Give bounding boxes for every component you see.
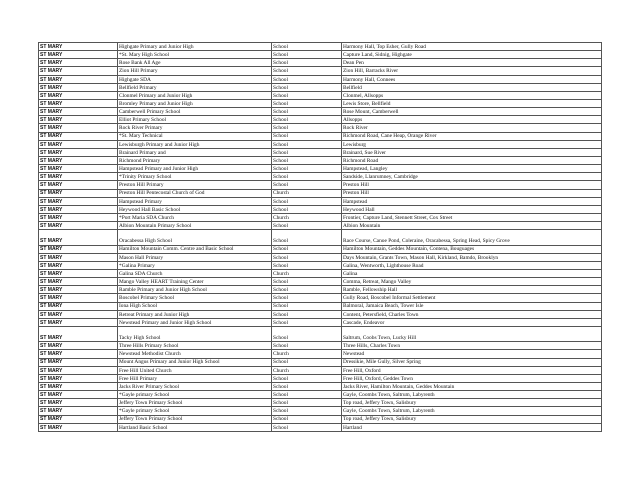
name-cell: Oracabessa High School (118, 230, 272, 245)
parish-cell: ST MARY (39, 124, 118, 132)
type-cell: School (272, 358, 342, 366)
type-cell: School (272, 278, 342, 286)
location-cell: Gayle, Coombs Town, Saltrum, Labyrenth (342, 391, 602, 399)
type-cell: School (272, 342, 342, 350)
table-row (39, 173, 602, 181)
table-row (39, 415, 602, 423)
name-cell: Hampstead Primary (118, 197, 272, 205)
location-cell: Hampstead, Langley (342, 165, 602, 173)
location-cell: Jacks River, Hamilton Mountain, Geddes Mountain (342, 382, 602, 390)
type-cell: School (272, 294, 342, 302)
parish-cell: ST MARY (39, 222, 118, 230)
parish-cell: ST MARY (39, 132, 118, 140)
table-row (39, 366, 602, 374)
table-row (39, 108, 602, 116)
name-cell: Mount Angus Primary and Junior High School (118, 358, 272, 366)
location-cell: Rose Mount, Camberwell (342, 108, 602, 116)
table-row (39, 116, 602, 124)
table-row (39, 350, 602, 358)
parish-cell: ST MARY (39, 423, 118, 431)
name-cell: Highgate Primary and Junior High (118, 43, 272, 51)
location-cell: Saltrum, Coobs Town, Lucky Hill (342, 326, 602, 341)
type-cell: School (272, 67, 342, 75)
location-cell: Harmony Hall, Connees (342, 75, 602, 83)
name-cell: Highgate SDA (118, 75, 272, 83)
table-row (39, 326, 602, 341)
parish-cell: ST MARY (39, 165, 118, 173)
table-row (39, 124, 602, 132)
table-row (39, 245, 602, 253)
parish-cell: ST MARY (39, 213, 118, 221)
location-cell: Top road, Jeffery Town, Salisbury (342, 415, 602, 423)
location-cell: Sandside, Llanrumney, Cambridge (342, 173, 602, 181)
name-cell: Rock River Primary (118, 124, 272, 132)
parish-cell: ST MARY (39, 189, 118, 197)
parish-cell: ST MARY (39, 67, 118, 75)
parish-cell: ST MARY (39, 83, 118, 91)
type-cell: School (272, 124, 342, 132)
location-cell: Galina, Wentworth, Lighthouse Road (342, 261, 602, 269)
name-cell: Camberwell Primary School (118, 108, 272, 116)
location-cell: Harmony Hall, Top Esher, Gully Road (342, 43, 602, 51)
data-table (38, 42, 602, 432)
type-cell: Church (272, 269, 342, 277)
parish-cell: ST MARY (39, 75, 118, 83)
name-cell: Preston Hill Primary (118, 181, 272, 189)
table-row (39, 294, 602, 302)
location-cell: Newstead (342, 350, 602, 358)
location-cell: Dean Pen (342, 59, 602, 67)
location-cell: Gully Road, Boscobel Informal Settlement (342, 294, 602, 302)
location-cell: Allsopps (342, 116, 602, 124)
table-row (39, 156, 602, 164)
type-cell: Church (272, 350, 342, 358)
parish-cell: ST MARY (39, 302, 118, 310)
name-cell: Clonmel Primary and Junior High (118, 91, 272, 99)
parish-cell: ST MARY (39, 286, 118, 294)
name-cell: Mason Hall Primary (118, 253, 272, 261)
name-cell: Zion Hill Primary (118, 67, 272, 75)
type-cell: School (272, 108, 342, 116)
location-cell: Richmond Road, Cane Heap, Orange River (342, 132, 602, 140)
name-cell: Hartland Basic School (118, 423, 272, 431)
type-cell: School (272, 326, 342, 341)
table-row (39, 132, 602, 140)
type-cell: School (272, 197, 342, 205)
name-cell: Jeffery Town Primary School (118, 415, 272, 423)
name-cell: *Gayle primary School (118, 407, 272, 415)
type-cell: School (272, 286, 342, 294)
type-cell: School (272, 91, 342, 99)
name-cell: Newstead Methodist Church (118, 350, 272, 358)
location-cell: Three Hills, Charles Town (342, 342, 602, 350)
table-row (39, 205, 602, 213)
parish-cell: ST MARY (39, 310, 118, 318)
table-row (39, 310, 602, 318)
type-cell: School (272, 116, 342, 124)
type-cell: School (272, 181, 342, 189)
type-cell: School (272, 156, 342, 164)
table-row (39, 374, 602, 382)
location-cell: Comma, Retreat, Mango Valley (342, 278, 602, 286)
name-cell: Albion Mountain Primary School (118, 222, 272, 230)
location-cell: Content, Petersfield, Charles Town (342, 310, 602, 318)
location-cell: Rock River (342, 124, 602, 132)
parish-cell: ST MARY (39, 91, 118, 99)
parish-cell: ST MARY (39, 253, 118, 261)
type-cell: Church (272, 366, 342, 374)
table-row (39, 222, 602, 230)
type-cell: School (272, 222, 342, 230)
location-cell: Hamilton Mountain, Geddes Mountain, Contena, Bouguages (342, 245, 602, 253)
name-cell: Hamilton Mountain Comm. Centre and Basic School (118, 245, 272, 253)
table-row (39, 278, 602, 286)
table-row (39, 286, 602, 294)
parish-cell: ST MARY (39, 51, 118, 59)
type-cell: School (272, 423, 342, 431)
table-row (39, 75, 602, 83)
location-cell: Ramble, Fellowship Hall (342, 286, 602, 294)
location-cell: Preston Hill (342, 189, 602, 197)
parish-cell: ST MARY (39, 116, 118, 124)
type-cell: School (272, 407, 342, 415)
name-cell: Bellfield Primary (118, 83, 272, 91)
parish-cell: ST MARY (39, 358, 118, 366)
table-row (39, 91, 602, 99)
name-cell: Free Hill Primary (118, 374, 272, 382)
parish-cell: ST MARY (39, 318, 118, 326)
table-row (39, 165, 602, 173)
parish-cell: ST MARY (39, 391, 118, 399)
table-row (39, 230, 602, 245)
type-cell: School (272, 391, 342, 399)
name-cell: Mango Valley HEART Training Center (118, 278, 272, 286)
type-cell: School (272, 99, 342, 107)
table-row (39, 399, 602, 407)
name-cell: Boscobel Primary School (118, 294, 272, 302)
table-row (39, 59, 602, 67)
type-cell: School (272, 140, 342, 148)
table-row (39, 99, 602, 107)
parish-cell: ST MARY (39, 197, 118, 205)
table-row (39, 148, 602, 156)
table-row (39, 253, 602, 261)
name-cell: Ramble Primary and Junior High School (118, 286, 272, 294)
name-cell: Retreat Primary and Junior High (118, 310, 272, 318)
table-row (39, 189, 602, 197)
name-cell: Richmond Primary (118, 156, 272, 164)
type-cell: School (272, 75, 342, 83)
table-body (39, 43, 602, 432)
table-row (39, 269, 602, 277)
name-cell: Tacky High School (118, 326, 272, 341)
table-row (39, 391, 602, 399)
table-row (39, 181, 602, 189)
location-cell: Clonmel, Allsopps (342, 91, 602, 99)
parish-cell: ST MARY (39, 350, 118, 358)
type-cell: School (272, 230, 342, 245)
location-cell: Galina (342, 269, 602, 277)
type-cell: School (272, 173, 342, 181)
name-cell: *Gayle primary School (118, 391, 272, 399)
location-cell: Hartland (342, 423, 602, 431)
name-cell: Free Hill United Church (118, 366, 272, 374)
table-row (39, 302, 602, 310)
parish-cell: ST MARY (39, 261, 118, 269)
parish-cell: ST MARY (39, 205, 118, 213)
table-row (39, 67, 602, 75)
name-cell: Newstead Primary and Junior High School (118, 318, 272, 326)
name-cell: Bromley Primary and Junior High (118, 99, 272, 107)
type-cell: School (272, 253, 342, 261)
type-cell: School (272, 83, 342, 91)
location-cell: Bellfield (342, 83, 602, 91)
table-row (39, 213, 602, 221)
type-cell: Church (272, 213, 342, 221)
location-cell: Race Course, Canoe Pond, Coleraine, Oracabessa, Spring Head, Spicy Grove (342, 230, 602, 245)
parish-cell: ST MARY (39, 415, 118, 423)
type-cell: School (272, 245, 342, 253)
table-row (39, 423, 602, 431)
parish-cell: ST MARY (39, 108, 118, 116)
parish-cell: ST MARY (39, 99, 118, 107)
table-row (39, 83, 602, 91)
location-cell: Cascade, Endeavor (342, 318, 602, 326)
name-cell: Jacks River Primary School (118, 382, 272, 390)
parish-cell: ST MARY (39, 181, 118, 189)
table-row (39, 358, 602, 366)
table-row (39, 407, 602, 415)
location-cell: Top road, Jeffery Town, Salisbury (342, 399, 602, 407)
type-cell: School (272, 374, 342, 382)
table-row (39, 382, 602, 390)
location-cell: Richmond Road (342, 156, 602, 164)
name-cell: *Trinity Primary School (118, 173, 272, 181)
name-cell: Three Hills Primary School (118, 342, 272, 350)
name-cell: *Port Maria SDA Church (118, 213, 272, 221)
parish-cell: ST MARY (39, 382, 118, 390)
parish-cell: ST MARY (39, 245, 118, 253)
location-cell: Heywood Hall (342, 205, 602, 213)
parish-cell: ST MARY (39, 374, 118, 382)
location-cell: Preston Hill (342, 181, 602, 189)
parish-cell: ST MARY (39, 342, 118, 350)
location-cell: Balmoral, Jamaica Beach, Tower Isle (342, 302, 602, 310)
name-cell: Hampstead Primary and Junior High (118, 165, 272, 173)
parish-cell: ST MARY (39, 140, 118, 148)
name-cell: *St. Mary Technical (118, 132, 272, 140)
name-cell: Iona High School (118, 302, 272, 310)
parish-cell: ST MARY (39, 366, 118, 374)
type-cell: School (272, 302, 342, 310)
parish-cell: ST MARY (39, 59, 118, 67)
type-cell: School (272, 399, 342, 407)
name-cell: Elliot Primary School (118, 116, 272, 124)
parish-cell: ST MARY (39, 399, 118, 407)
location-cell: Free Hill, Oxford, Geddes Town (342, 374, 602, 382)
location-cell: Days Mountain, Grants Town, Mason Hall, Kirkland, Bamdo, Brooklyn (342, 253, 602, 261)
table-row (39, 318, 602, 326)
name-cell: *St. Mary High School (118, 51, 272, 59)
location-cell: Lewis Store, Bellfield (342, 99, 602, 107)
name-cell: *Galina Primary (118, 261, 272, 269)
parish-cell: ST MARY (39, 148, 118, 156)
location-cell: Brainard, Sue River (342, 148, 602, 156)
type-cell: School (272, 43, 342, 51)
type-cell: School (272, 310, 342, 318)
location-cell: Dressikie, Mile Gully, Silver Spring (342, 358, 602, 366)
parish-cell: ST MARY (39, 278, 118, 286)
name-cell: Heywood Hall Basic School (118, 205, 272, 213)
location-cell: Capture Land, Sidnig, Highgate (342, 51, 602, 59)
parish-cell: ST MARY (39, 326, 118, 341)
type-cell: School (272, 51, 342, 59)
table-row (39, 140, 602, 148)
parish-cell: ST MARY (39, 43, 118, 51)
parish-cell: ST MARY (39, 269, 118, 277)
type-cell: School (272, 148, 342, 156)
name-cell: Lewisburgh Primary and Junior High (118, 140, 272, 148)
location-cell: Zion Hill, Barracks River (342, 67, 602, 75)
parish-cell: ST MARY (39, 230, 118, 245)
type-cell: School (272, 415, 342, 423)
table-row (39, 51, 602, 59)
parish-cell: ST MARY (39, 294, 118, 302)
type-cell: School (272, 132, 342, 140)
table-row (39, 197, 602, 205)
name-cell: Jeffery Town Primary School (118, 399, 272, 407)
location-cell: Albion Mountain (342, 222, 602, 230)
name-cell: Galina SDA Church (118, 269, 272, 277)
parish-cell: ST MARY (39, 173, 118, 181)
type-cell: School (272, 382, 342, 390)
name-cell: Rose Bank All Age (118, 59, 272, 67)
location-cell: Lewisburg (342, 140, 602, 148)
table-row (39, 342, 602, 350)
location-cell: Hampstead (342, 197, 602, 205)
parish-cell: ST MARY (39, 407, 118, 415)
name-cell: Preston Hill Pentecostal Church of God (118, 189, 272, 197)
type-cell: School (272, 318, 342, 326)
table-row (39, 261, 602, 269)
table-row (39, 43, 602, 51)
name-cell: Brainard Primary and (118, 148, 272, 156)
location-cell: Frontier, Capture Land, Stennett Street, Cox Street (342, 213, 602, 221)
type-cell: School (272, 205, 342, 213)
location-cell: Free Hill, Oxford (342, 366, 602, 374)
location-cell: Gayle, Coombs Town, Saltrum, Labyrenth (342, 407, 602, 415)
type-cell: School (272, 261, 342, 269)
parish-cell: ST MARY (39, 156, 118, 164)
type-cell: School (272, 165, 342, 173)
type-cell: School (272, 59, 342, 67)
type-cell: Church (272, 189, 342, 197)
